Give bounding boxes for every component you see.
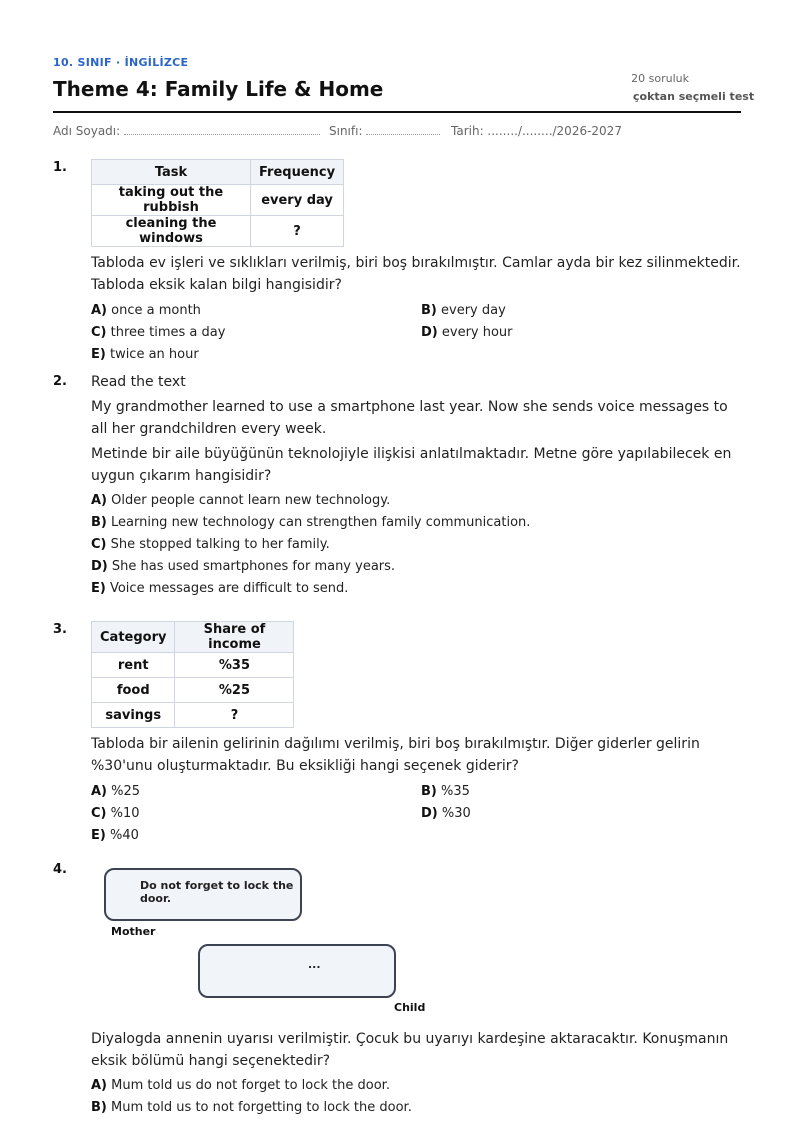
table-cell: %25 [175, 678, 294, 703]
table-cell: savings [92, 703, 175, 728]
option-b[interactable] [91, 512, 741, 534]
question-3 [91, 621, 741, 847]
question-number: 3. [53, 622, 67, 637]
table-cell: ? [175, 703, 294, 728]
test-title: Theme 4: Family Life & Home [53, 77, 384, 101]
option-letter: E) [91, 581, 106, 596]
class-label: Sınıfı: [329, 124, 363, 138]
option-letter: E) [91, 347, 106, 362]
option-text: every day [441, 303, 506, 318]
option-a[interactable] [91, 490, 741, 512]
option-a[interactable] [91, 1075, 741, 1097]
option-letter: A) [91, 303, 108, 318]
option-text: three times a day [110, 325, 226, 340]
table-cell: cleaning the windows [92, 216, 251, 247]
option-letter: B) [421, 303, 437, 318]
grade-subject-label: 10. SINIF · İNGİLİZCE [53, 56, 189, 69]
option-text: Voice messages are difficult to send. [109, 581, 349, 596]
table-cell: every day [251, 185, 344, 216]
bubble-text: Do not forget to lock the door. [140, 879, 294, 905]
bubble-text: ... [308, 958, 321, 971]
table-cell: %35 [175, 653, 294, 678]
option-b[interactable] [421, 781, 741, 803]
table-header: Frequency [251, 160, 344, 185]
table-row [92, 653, 294, 678]
test-type: çoktan seçmeli test [633, 90, 755, 103]
question-number: 4. [53, 862, 67, 877]
option-d[interactable] [91, 556, 741, 578]
option-d[interactable] [421, 803, 741, 825]
table-cell: food [92, 678, 175, 703]
option-b[interactable] [421, 300, 741, 322]
option-text: Older people cannot learn new technology. [111, 493, 391, 508]
question-number: 2. [53, 374, 67, 389]
income-table [91, 621, 294, 728]
question-stem: Tabloda bir ailenin gelirinin dağılımı verilmiş, biri boş bırakılmıştır. Diğer giderler gelirin %30'unu oluşturmaktadır. Bu eksikliği hangi seçenek giderir? [91, 736, 700, 774]
question-stem: Metinde bir aile büyüğünün teknolojiyle ilişkisi anlatılmaktadır. Metne göre yapılabilecek en uygun çıkarım hangisidir? [91, 446, 732, 484]
table-header: Category [92, 622, 175, 653]
speech-bubble-mother [104, 868, 302, 921]
name-blank [124, 124, 320, 135]
question-4 [91, 1028, 741, 1119]
table-header: Task [92, 160, 251, 185]
table-header-row [92, 160, 344, 185]
speech-bubble-child [198, 944, 396, 998]
table-row [92, 703, 294, 728]
question-stem: Tabloda ev işleri ve sıklıkları verilmiş, biri boş bırakılmıştır. Camlar ayda bir kez silinmektedir. Tabloda eksik kalan bilgi hangisidir? [91, 255, 741, 293]
option-letter: B) [91, 515, 107, 530]
option-letter: E) [91, 828, 106, 843]
option-letter: A) [91, 493, 108, 508]
question-stem: Diyalogda annenin uyarısı verilmiştir. Çocuk bu uyarıyı kardeşine aktaracaktır. Konuşmanın eksik bölümü hangi seçenektedir? [91, 1031, 729, 1069]
name-label: Adı Soyadı: [53, 124, 121, 138]
option-letter: D) [421, 806, 438, 821]
date-field: Tarih: ......../......../2026-2027 [451, 124, 622, 138]
option-text: %30 [441, 806, 471, 821]
question-intro: Read the text [91, 374, 186, 390]
option-letter: C) [91, 806, 107, 821]
table-cell: ? [251, 216, 344, 247]
option-letter: A) [91, 784, 108, 799]
answer-options [91, 781, 741, 847]
option-a[interactable] [91, 300, 421, 322]
option-text: once a month [111, 303, 201, 318]
table-row [92, 185, 344, 216]
option-text: She stopped talking to her family. [110, 537, 330, 552]
option-c[interactable] [91, 803, 421, 825]
option-e[interactable] [91, 578, 741, 600]
option-text: Learning new technology can strengthen family communication. [111, 515, 531, 530]
option-text: every hour [441, 325, 513, 340]
option-letter: C) [91, 537, 107, 552]
option-text: %35 [441, 784, 470, 799]
class-field [329, 124, 440, 138]
answer-options [91, 1075, 741, 1119]
option-c[interactable] [91, 534, 741, 556]
option-text: %10 [110, 806, 140, 821]
option-letter: B) [421, 784, 437, 799]
option-a[interactable] [91, 781, 421, 803]
answer-options [91, 300, 741, 366]
option-e[interactable] [91, 344, 421, 366]
answer-options [91, 490, 741, 600]
chores-table [91, 159, 344, 247]
option-text: %40 [109, 828, 139, 843]
table-header-row [92, 622, 294, 653]
table-cell: taking out the rubbish [92, 185, 251, 216]
option-text: twice an hour [109, 347, 199, 362]
speaker-label-child: Child [394, 1001, 426, 1014]
option-d[interactable] [421, 322, 741, 344]
option-c[interactable] [91, 322, 421, 344]
option-letter: D) [91, 559, 108, 574]
option-text: Mum told us do not forget to lock the door. [111, 1078, 390, 1093]
option-text: %25 [111, 784, 141, 799]
question-2 [91, 371, 741, 600]
speaker-label-mother: Mother [111, 925, 156, 938]
option-text: She has used smartphones for many years. [111, 559, 396, 574]
table-cell: rent [92, 653, 175, 678]
option-letter: B) [91, 1100, 107, 1115]
reading-passage: My grandmother learned to use a smartphone last year. Now she sends voice messages to all her grandchildren every week. [91, 399, 728, 437]
option-b[interactable] [91, 1097, 741, 1119]
table-row [92, 678, 294, 703]
question-1 [91, 159, 741, 366]
option-letter: C) [91, 325, 107, 340]
question-number: 1. [53, 160, 67, 175]
option-e[interactable] [91, 825, 421, 847]
class-blank [366, 124, 440, 135]
table-row [92, 216, 344, 247]
name-field [53, 124, 320, 138]
option-text: Mum told us to not forgetting to lock the door. [111, 1100, 412, 1115]
header-divider [53, 111, 741, 113]
option-letter: D) [421, 325, 438, 340]
table-header: Share of income [175, 622, 294, 653]
option-letter: A) [91, 1078, 108, 1093]
question-count: 20 soruluk [631, 72, 689, 85]
